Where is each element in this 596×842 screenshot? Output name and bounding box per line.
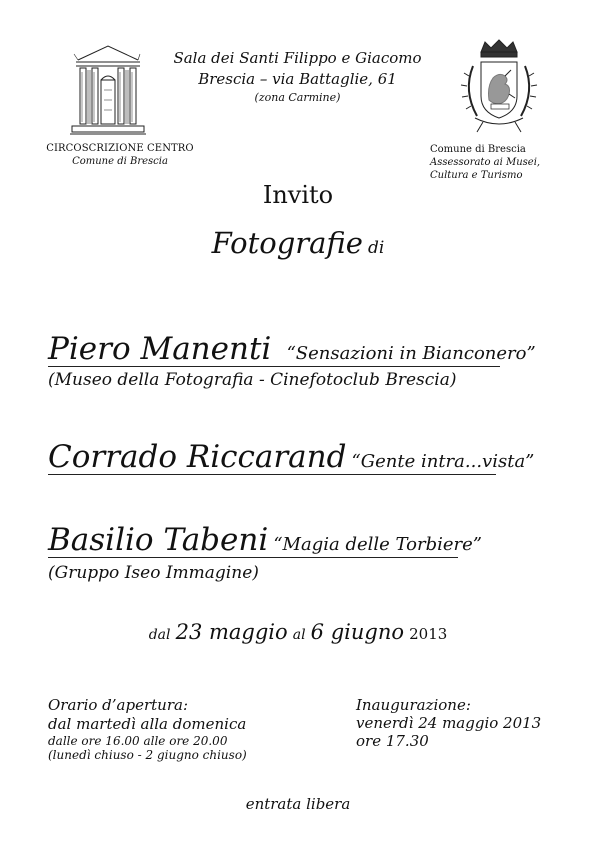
artist-1-work: “Sensazioni in Bianconero” [286,343,536,364]
dates-end: 6 giugno [310,620,405,644]
hours-closed: (lunedì chiuso - 2 giugno chiuso) [48,748,247,762]
opening-hours [48,696,247,762]
artist-1-underline [48,366,500,367]
left-org-name: CIRCOSCRIZIONE CENTRO [46,143,194,154]
exhibition-dates [0,620,596,644]
left-org-sub: Comune di Brescia [72,156,168,167]
right-org-sub2: Cultura e Turismo [430,170,523,181]
artist-2-underline [48,474,496,475]
inauguration-heading: Inaugurazione: [356,696,471,714]
temple-ruins-logo [68,40,148,140]
artist-3-work: “Magia delle Torbiere” [273,534,482,555]
invito-heading: Invito [262,181,334,209]
right-org-name: Comune di Brescia [430,144,526,155]
artist-3-affiliation: (Gruppo Iseo Immagine) [48,563,259,583]
dates-start: 23 maggio [175,620,288,644]
artist-2-work: “Gente intra...vista” [351,451,535,472]
artist-1-affiliation: (Museo della Fotografia - Cinefotoclub Brescia) [48,370,457,390]
brescia-crest-logo [455,36,543,136]
left-organization [40,142,200,168]
inauguration-date: venerdì 24 maggio 2013 [356,714,542,732]
fotografie-heading [0,226,596,260]
di-word: di [368,238,385,258]
hours-heading: Orario d’apertura: [48,696,188,714]
artist-1 [48,331,536,367]
artist-2 [48,439,534,475]
venue-block [170,48,425,105]
dates-al: al [292,627,306,643]
dates-dal: dal [148,627,171,643]
hours-days: dal martedì alla domenica [48,715,247,733]
artist-3-name: Basilio Tabeni [48,522,269,558]
right-org-sub1: Assessorato ai Musei, [430,157,541,168]
dates-year: 2013 [409,625,448,643]
free-entry: entrata libera [245,795,351,813]
artist-2-name: Corrado Riccarand [48,439,347,475]
venue-zone: (zona Carmine) [254,91,341,104]
venue-address: Brescia – via Battaglie, 61 [198,70,397,88]
inauguration [356,696,541,750]
artist-1-name: Piero Manenti [48,331,272,367]
inauguration-time: ore 17.30 [356,732,429,750]
right-organization [430,143,580,182]
fotografie-word: Fotografie [211,226,363,260]
venue-name: Sala dei Santi Filippo e Giacomo [173,49,422,67]
artist-3 [48,522,482,558]
artist-3-underline [48,557,458,558]
hours-time: dalle ore 16.00 alle ore 20.00 [48,734,228,748]
